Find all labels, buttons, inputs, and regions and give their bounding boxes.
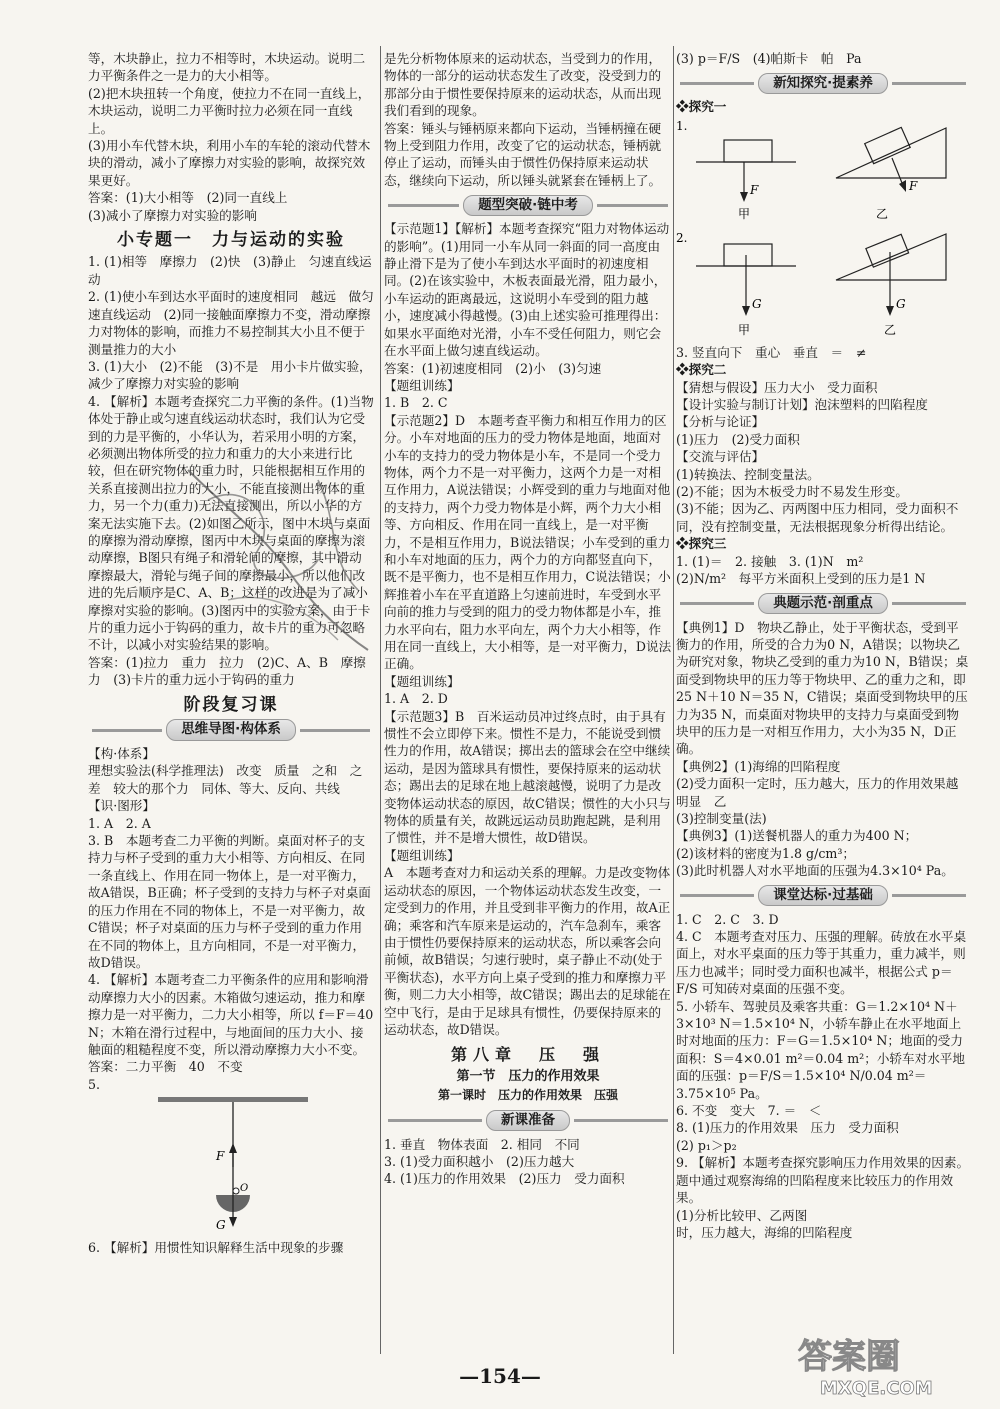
page-number: —154—: [459, 1364, 541, 1388]
section-banner: [676, 885, 970, 907]
text-line: (3)控制变量(法): [676, 810, 767, 826]
pendulum-force-figure: [88, 1095, 374, 1237]
figure-caption-yi: 乙: [876, 206, 889, 221]
explore-label: ❖探究一: [676, 99, 727, 115]
question-item: 3. B 本题考查二力平衡的判断。桌面对杯子的支持力与杯子受到的重力大小相等、方向相反、在同一条直线上、作用在同一物体上，是一对平衡力，故A错误，B正确；杯子受到的支持力与杯子对桌面的压力作用在不同的物体上，不是一对平衡力，故C错误；杯子对桌面的压力与杯子受到的重力作用在不同的物体上，且方向相同，不是一对平衡力，故D错误。: [88, 833, 371, 970]
section-title: 第一节 压力的作用效果: [456, 1068, 600, 1084]
force-diagram-2: [676, 230, 970, 342]
answer-line: 答案：(1)大小相等 (2)同一直线上: [88, 190, 288, 206]
question-item: 1. C 2. C 3. D: [676, 911, 779, 927]
question-item: 1. (1)相等 摩擦力 (2)快 (3)静止 匀速直线运动: [88, 254, 372, 287]
text-line: (2)N/m² 每平方米面积上受到的压力是1 N: [676, 571, 926, 587]
example-item: 【示范题3】B 百米运动员冲过终点时，由于具有惯性不会立即停下来。惯性不是力，不能说受到惯性力的作用，故A错误；掷出去的篮球会在空中继续运动，是因为篮球具有惯性，要保持原来的运动状态；踢出去的足球在地上越滚越慢，说明了力是改变物体运动状态的原因，故C错误；惯性的大小只与物体的质量有关，故跳远运动员助跑起跳，是利用了惯性，并不是增大惯性，故D错误。: [384, 708, 671, 846]
force-diagram-1: [676, 118, 970, 228]
incline-shape: [836, 128, 946, 178]
subsection-label: 【识·图形】: [88, 798, 155, 814]
arrow-head-down: [886, 306, 894, 316]
example-item: 【典例3】(1)送餐机器人的重力为400 N；: [676, 828, 918, 844]
chapter-title: 第八章 压 强: [450, 1045, 605, 1065]
question-item: 1. B 2. C: [384, 395, 448, 411]
arrow-head-down: [229, 1217, 237, 1227]
force-label-g: G: [216, 1218, 226, 1233]
answer-line: 答案：二力平衡 40 不变: [88, 1059, 243, 1075]
question-item: 3. (1)大小 (2)不能 (3)不是 用小卡片做实验，减少了摩擦力对实验的影响: [88, 358, 372, 392]
subsection-label: 【分析与论证】: [676, 414, 765, 430]
block-on-incline: [865, 127, 910, 163]
column-divider: [380, 46, 381, 1354]
arrow-head-up: [229, 1143, 237, 1153]
force-label-f: F: [216, 1149, 225, 1164]
text-line: 是先分析物体原来的运动状态，当受到力的作用，物体的一部分的运动状态发生了改变，没受到力的那部分由于惯性要保持原来的运动状态，从而出现我们看到的现象。: [384, 51, 662, 119]
figure-caption-yi: 乙: [884, 322, 897, 337]
watermark-url: MXQE.COM: [820, 1378, 933, 1399]
subsection-label: 【题组训练】: [384, 847, 460, 863]
question-item: 1. A 2. D: [384, 691, 448, 707]
text-line: (3)用小车代替木块，利用小车的车轮的滚动代替木块的滑动，减小了摩擦力对实验的影响，故探究效果更好。: [88, 138, 371, 188]
question-item: 5.: [88, 1076, 101, 1092]
question-item: 1. (1)＝ 2. 接触 3. (1)N m²: [676, 553, 864, 569]
subsection-label: 【题组训练】: [384, 673, 460, 689]
column-divider: [673, 46, 674, 1354]
figure-caption-jia: 甲: [738, 206, 751, 221]
text-line: 时，压力越大，海绵的凹陷程度: [676, 1224, 853, 1240]
section-banner: [676, 72, 970, 94]
review-heading: 阶段复习课: [183, 694, 279, 715]
subsection-label: 【构·体系】: [88, 746, 155, 762]
subsection-label: 【题组训练】: [384, 377, 460, 393]
answer-line: 答案：锤头与锤柄原来都向下运动，当锤柄撞在硬物上受到阻力作用，改变了它的运动状态，锤柄就停止了运动，而锤头由于惯性仍保持原来运动状态，继续向下运动，所以锤头就紧套在锤柄上了。: [384, 120, 662, 188]
banner-label: 思维导图·构体系: [166, 719, 296, 740]
column-right: [676, 50, 970, 1241]
question-item: 2. (1)使小车到达水平面时的速度相同 越远 做匀速直线运动 (2)同一接触面摩擦力不变，滑动摩擦力对物体的影响，而推力不易控制其大小且不便于测量推力的大小: [88, 289, 374, 357]
text-line: (2)该材料的密度为1.8 g/cm³；: [676, 845, 855, 861]
question-item: 4. 【解析】本题考查二力平衡条件的应用和影响滑动摩擦力大小的因素。木箱做匀速运动，推力和摩擦力是一对平衡力，二力大小相等，所以 f＝F＝40 N；木箱在滑行过程中，与地面间的压力大小、接触面的粗糙程度不变，所以滑动摩擦力大小不变。: [88, 972, 374, 1057]
question-item: 4. (1)压力的作用效果 (2)压力 受力面积: [384, 1171, 625, 1187]
section-banner: [88, 719, 374, 741]
pencil-scribble: [168, 440, 398, 670]
block-shape: [724, 140, 772, 162]
section-banner: [384, 194, 672, 216]
lesson-title: 第一课时 压力的作用效果 压强: [437, 1088, 618, 1103]
watermark-main: 答案圈: [798, 1337, 900, 1377]
question-item: 8. (1)压力的作用效果 压力 受力面积: [676, 1120, 899, 1136]
text-line: (3)不能；因为乙、丙两图中压力相同，受力面积不同，没有控制变量，无法根据现象分析得出结论。: [676, 501, 959, 534]
answer-line: 答案：(1)拉力 重力 拉力 (2)C、A、B 摩擦力 (3)卡片的重力远小于钩码的重力: [88, 654, 366, 688]
example-item: A 本题考查对力和运动关系的理解。力是改变物体运动状态的原因，一个物体运动状态发生改变，一定受到力的作用，并且受到非平衡力的作用，故A正确；乘客和汽车原来是运动的，汽车急刹车，乘客由于惯性仍要保持原来的运动状态，所以乘客会向前倾，故B错误；匀速行驶时，桌子静止不动(处于平衡状态)，水平方向上桌子受到的推力和摩擦力平衡，则二力大小相等，故C错误；踢出去的足球能在空中飞行，是由于足球具有惯性，仍要保持原来的运动状态，故D错误。: [384, 865, 671, 1037]
question-item: 1. 垂直 物体表面 2. 相同 不同: [384, 1136, 580, 1152]
explore-label: ❖探究三: [676, 536, 727, 552]
answer-line: 答案：(1)初速度相同 (2)小 (3)匀速: [384, 360, 602, 376]
text-line: (2)不能；因为木板受力时不易发生形变。: [676, 484, 908, 500]
text-line: (1)分析比较甲、乙两图: [676, 1207, 808, 1223]
banner-label: 典题示范·剖重点: [758, 593, 888, 614]
answer-line: (3)减小了摩擦力对实验的影响: [88, 207, 257, 223]
special-topic-heading: 小专题一 力与运动的实验: [117, 230, 345, 251]
incline-shape: [836, 234, 946, 280]
banner-label: 题型突破·链中考: [463, 195, 593, 216]
text-line: (3) p＝F/S (4)帕斯卡 帕 Pa: [676, 51, 862, 66]
banner-label: 新课准备: [486, 1110, 570, 1131]
question-item: 9. 【解析】本题考查探究影响压力作用效果的因素。题中通过观察海绵的凹陷程度来比较压力的作用效果。: [676, 1155, 970, 1206]
figure-caption-jia: 甲: [738, 322, 751, 337]
section-banner: [676, 593, 970, 615]
force-label-g: G: [896, 296, 906, 311]
figure-number: 2.: [676, 230, 688, 245]
text-line: (3)此时机器人对水平地面的压强为4.3×10⁴ Pa。: [676, 863, 954, 879]
text-line: (2)把木块扭转一个角度，使拉力不在同一直线上，木块运动，说明二力平衡时拉力必须在同一直线上。: [88, 85, 371, 136]
figure-number: 1.: [676, 118, 688, 133]
section-banner: [384, 1110, 672, 1132]
question-item: 4. C 本题考查对压力、压强的理解。砖放在水平桌面上，对水平桌面的压力等于其重力，重力减半，则压力也减半；同时受力面积也减半，根据公式 p＝F/S 可知砖对桌面的压强不变。: [676, 929, 967, 997]
question-item: 4. 【解析】本题考查探究二力平衡的条件。(1)当物体处于静止或匀速直线运动状态时，我们认为它受到的力是平衡的，小华认为，若采用小明的方案，必须测出物体所受的拉力和重力的大小来进行比较，但在研究物体的重力时，只能根据相互作用的关系直接测出拉力的大小，不能直接测出物体的重力，另一个力(重力)无法直接测出，所以小华的方案无法实施下去。(2)如图乙所示，图中木块与桌面的摩擦为滑动摩擦，图丙中木块与桌面的摩擦为滚动摩擦，B图只有绳子和滑轮间的摩擦，其中滑动摩擦最大，滑轮与绳子间的摩擦最小，所以他们改进的先后顺序是C、A、B；这样的改进是为了减小摩擦对实验的影响。(3)图丙中的实验方案，由于卡片的重力远小于钩码的重力，故卡片的重力可忽略不计，以减小对实验结果的影响。: [88, 393, 374, 653]
ceiling-bar: [158, 1097, 308, 1102]
text-line: 理想实验法(科学推理法) 改变 质量 之和 之差 较大的那个力 同体、等大、反向、共线: [88, 763, 363, 796]
block-on-incline: [866, 234, 909, 267]
force-label-f: F: [909, 178, 918, 193]
block-shape: [724, 244, 772, 266]
banner-label: 新知探究·提素养: [758, 73, 888, 94]
subsection-label: 【交流与评估】: [676, 449, 765, 465]
column-middle: [384, 50, 672, 1188]
text-line: (1)压力 (2)受力面积: [676, 431, 800, 447]
text-line: 【设计实验与制订计划】泡沫塑料的凹陷程度: [676, 397, 928, 413]
arrow-head-down: [740, 192, 748, 202]
example-item: 【示范题2】D 本题考查平衡力和相互作用力的区分。小车对地面的压力的受力物体是地面，地面对小车的支持力的受力物体是小车，不是同一个受力物体，两个力不是一对平衡力，这两个力是一对相互作用力，A说法错误；小辉受到的重力与地面对他的支持力，两个力受力物体是小辉，两个力大小相等、方向相反、作用在同一直线上，是一对平衡力，不是相互作用力，B说法错误；小车受到的重力和小车对地面的压力，两个力的方向都竖直向下，既不是平衡力，也不是相互作用力，C说法错误；小辉推着小车在平直道路上匀速前进时，车受到水平向前的推力与受到的阻力的受力物体都是小车，推力水平向右，阻力水平向左，两个力大小相等，作用在同一直线上，大小相等，是一对平衡力，D说法正确。: [384, 412, 672, 672]
banner-label: 课堂达标·过基础: [758, 885, 888, 906]
arrow-head-down: [742, 306, 750, 316]
text-line: (2)受力面积一定时，压力越大，压力的作用效果越明显 乙: [676, 776, 959, 809]
question-item: 3. 竖直向下 重心 垂直 ＝ ≠: [676, 344, 867, 360]
point-label-o: O: [240, 1183, 249, 1195]
question-item: 1. A 2. A: [88, 815, 151, 831]
question-item: 3. (1)受力面积越小 (2)压力越大: [384, 1153, 575, 1169]
force-label-g: G: [752, 296, 762, 311]
arrow-head-oblique: [899, 180, 906, 192]
text-line: (2) p₁＞p₂: [676, 1137, 737, 1153]
text-line: 等，木块静止，拉力不相等时，木块运动。说明二力平衡条件之一是力的大小相等。: [88, 51, 366, 84]
text-line: (1)转换法、控制变量法。: [676, 466, 820, 482]
watermark-logo: [792, 1328, 970, 1400]
example-item: 【示范题1】【解析】本题考查探究“阻力对物体运动的影响”。(1)用同一小车从同一斜面的同一高度由静止滑下是为了使小车到达水平面时的初速度相同。(2)在该实验中，木板表面最光滑，阻力最小，小车运动的距离最远，这说明小车受到的阻力越小，速度减小得越慢。(3)由上述实验可推理得出：如果水平面绝对光滑，小车不受任何阻力，则它会在水平面上做匀速直线运动。: [384, 221, 670, 359]
question-item: 6. 【解析】用惯性知识解释生活中现象的步骤: [88, 1240, 344, 1256]
explore-label: ❖探究二: [676, 362, 727, 378]
text-line: 【猜想与假设】压力大小 受力面积: [676, 379, 878, 395]
question-item: 5. 小轿车、驾驶员及乘客共重：G＝1.2×10⁴ N＋3×10³ N＝1.5×10⁴ N，小轿车静止在水平地面上时对地面的压力：F＝G＝1.5×10⁴ N；地面的受力面积：S＝4×0.01 m²＝0.04 m²；小轿车对水平地面的压强：p＝F/S＝1.5×10⁴ N/0.04 m²＝3.75×10⁵ Pa。: [676, 998, 965, 1101]
example-item: 【典例2】(1)海绵的凹陷程度: [676, 758, 841, 774]
question-item: 6. 不变 变大 7. ＝ ＜: [676, 1103, 822, 1119]
example-item: 【典例1】D 物块乙静止，处于平衡状态，受到平衡力的作用，所受的合力为0 N，A错误；以物块乙为研究对象，物块乙受到的重力为10 N，B错误；桌面受到物块甲的压力等于物块甲、乙的重力之和，即25 N＋10 N＝35 N，C错误；桌面受到物块甲的压力为35 N，而桌面对物块甲的支持力与桌面受到物块甲的压力是一对相互作用力，大小为35 N，D正确。: [676, 619, 969, 757]
force-label-f: F: [750, 182, 759, 197]
